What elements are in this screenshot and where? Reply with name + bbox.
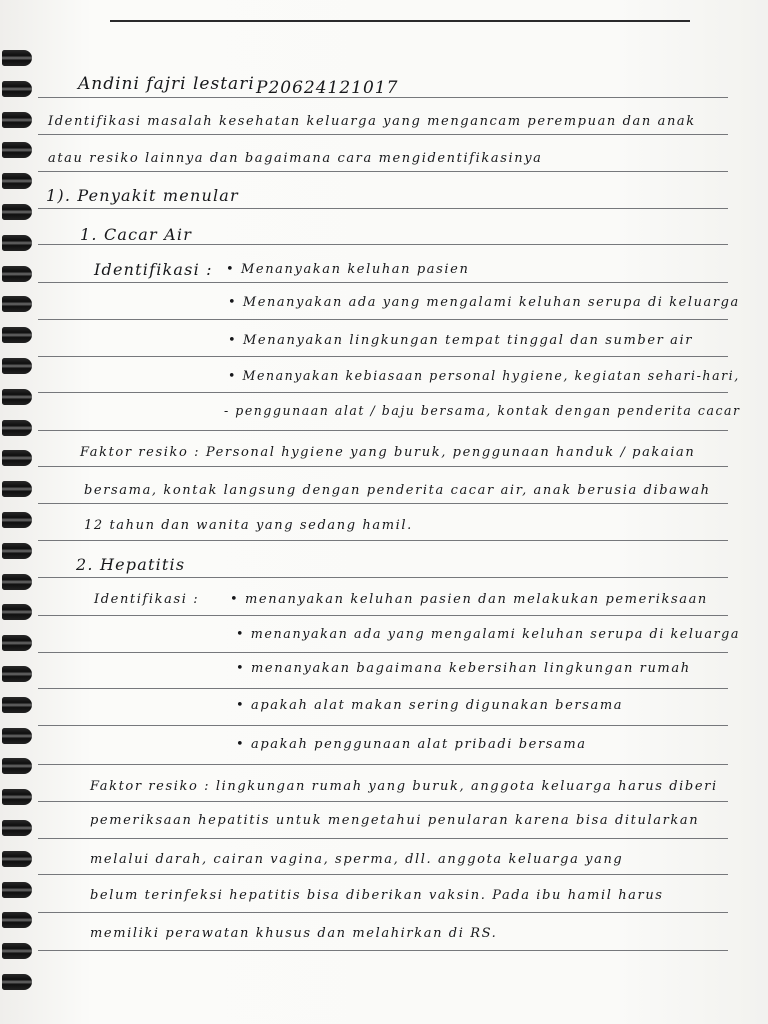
cacar-faktor-line-3: 12 tahun dan wanita yang sedang hamil. xyxy=(84,518,413,533)
hepatitis-faktor-line-1: Faktor resiko : lingkungan rumah yang buruk, anggota keluarga harus diberi xyxy=(90,779,718,794)
cacar-item-1: • Menanyakan keluhan pasien xyxy=(226,262,470,277)
section-heading: 1). Penyakit menular xyxy=(46,186,239,205)
ruled-line xyxy=(38,615,728,616)
spiral-ring xyxy=(2,851,32,867)
hepatitis-faktor-line-3: melalui darah, cairan vagina, sperma, dll. anggota keluarga yang xyxy=(90,852,624,867)
spiral-ring xyxy=(2,543,32,559)
spiral-ring xyxy=(2,912,32,928)
ruled-line xyxy=(38,950,728,951)
hepatitis-faktor-line-4: belum terinfeksi hepatitis bisa diberikan vaksin. Pada ibu hamil harus xyxy=(90,888,664,903)
spiral-ring xyxy=(2,882,32,898)
spiral-ring xyxy=(2,604,32,620)
spiral-ring xyxy=(2,758,32,774)
ruled-line xyxy=(38,208,728,209)
spiral-ring xyxy=(2,204,32,220)
cacar-faktor-line-2: bersama, kontak langsung dengan penderita cacar air, anak berusia dibawah xyxy=(84,483,711,498)
ruled-line xyxy=(38,466,728,467)
cacar-item-4: • Menanyakan kebiasaan personal hygiene, kegiatan sehari-hari, xyxy=(228,369,740,384)
spiral-ring xyxy=(2,974,32,990)
ruled-line xyxy=(38,912,728,913)
ruled-line xyxy=(38,319,728,320)
hepatitis-faktor-line-2: pemeriksaan hepatitis untuk mengetahui penularan karena bisa ditularkan xyxy=(90,813,700,828)
ruled-line xyxy=(38,801,728,802)
cacar-identifikasi-label: Identifikasi : xyxy=(94,260,213,279)
spiral-ring xyxy=(2,789,32,805)
ruled-line xyxy=(38,134,728,135)
spiral-ring xyxy=(2,943,32,959)
ruled-line xyxy=(38,244,728,245)
title-line-2: atau resiko lainnya dan bagaimana cara mengidentifikasinya xyxy=(48,151,543,166)
ruled-line xyxy=(38,171,728,172)
spiral-ring xyxy=(2,728,32,744)
spiral-ring xyxy=(2,666,32,682)
spiral-ring xyxy=(2,142,32,158)
spiral-ring xyxy=(2,296,32,312)
spiral-ring xyxy=(2,173,32,189)
title-line-1: Identifikasi masalah kesehatan keluarga yang mengancam perempuan dan anak xyxy=(48,114,696,129)
ruled-line xyxy=(38,874,728,875)
spiral-ring xyxy=(2,512,32,528)
hepatitis-item-5: • apakah penggunaan alat pribadi bersama xyxy=(236,737,587,752)
ruled-line xyxy=(38,392,728,393)
ruled-line xyxy=(38,577,728,578)
hepatitis-faktor-line-5: memiliki perawatan khusus dan melahirkan di RS. xyxy=(90,926,498,941)
spiral-ring xyxy=(2,574,32,590)
cacar-item-2: • Menanyakan ada yang mengalami keluhan serupa di keluarga xyxy=(228,295,740,310)
ruled-line xyxy=(38,282,728,283)
cacar-item-3: • Menanyakan lingkungan tempat tinggal dan sumber air xyxy=(228,333,694,348)
spiral-binding xyxy=(0,0,36,1024)
student-name: Andini fajri lestari xyxy=(78,74,255,94)
spiral-ring xyxy=(2,450,32,466)
ruled-line xyxy=(38,764,728,765)
ruled-line xyxy=(38,838,728,839)
hepatitis-identifikasi-label: Identifikasi : xyxy=(94,592,200,607)
spiral-ring xyxy=(2,481,32,497)
hepatitis-item-3: • menanyakan bagaimana kebersihan lingkungan rumah xyxy=(236,661,691,676)
hepatitis-item-4: • apakah alat makan sering digunakan bersama xyxy=(236,698,624,713)
cacar-air-heading: 1. Cacar Air xyxy=(80,225,193,244)
student-id: P20624121017 xyxy=(256,78,399,98)
spiral-ring xyxy=(2,820,32,836)
ruled-line xyxy=(38,725,728,726)
ruled-line xyxy=(38,688,728,689)
spiral-ring xyxy=(2,635,32,651)
spiral-ring xyxy=(2,266,32,282)
spiral-ring xyxy=(2,235,32,251)
hepatitis-item-1: • menanyakan keluhan pasien dan melakukan pemeriksaan xyxy=(230,592,708,607)
spiral-ring xyxy=(2,697,32,713)
ruled-line xyxy=(38,652,728,653)
spiral-ring xyxy=(2,50,32,66)
spiral-ring xyxy=(2,358,32,374)
cacar-faktor-line-1: Faktor resiko : Personal hygiene yang buruk, penggunaan handuk / pakaian xyxy=(80,445,696,460)
spiral-ring xyxy=(2,327,32,343)
cacar-item-5: - penggunaan alat / baju bersama, kontak dengan penderita cacar xyxy=(224,404,741,419)
ruled-line xyxy=(38,430,728,431)
spiral-ring xyxy=(2,112,32,128)
spiral-ring xyxy=(2,389,32,405)
hepatitis-heading: 2. Hepatitis xyxy=(76,555,186,574)
spiral-ring xyxy=(2,81,32,97)
ruled-line xyxy=(38,503,728,504)
ruled-line xyxy=(38,356,728,357)
spiral-ring xyxy=(2,420,32,436)
ruled-line xyxy=(38,540,728,541)
hepatitis-item-2: • menanyakan ada yang mengalami keluhan serupa di keluarga xyxy=(236,627,741,642)
top-edge-line xyxy=(110,20,690,22)
